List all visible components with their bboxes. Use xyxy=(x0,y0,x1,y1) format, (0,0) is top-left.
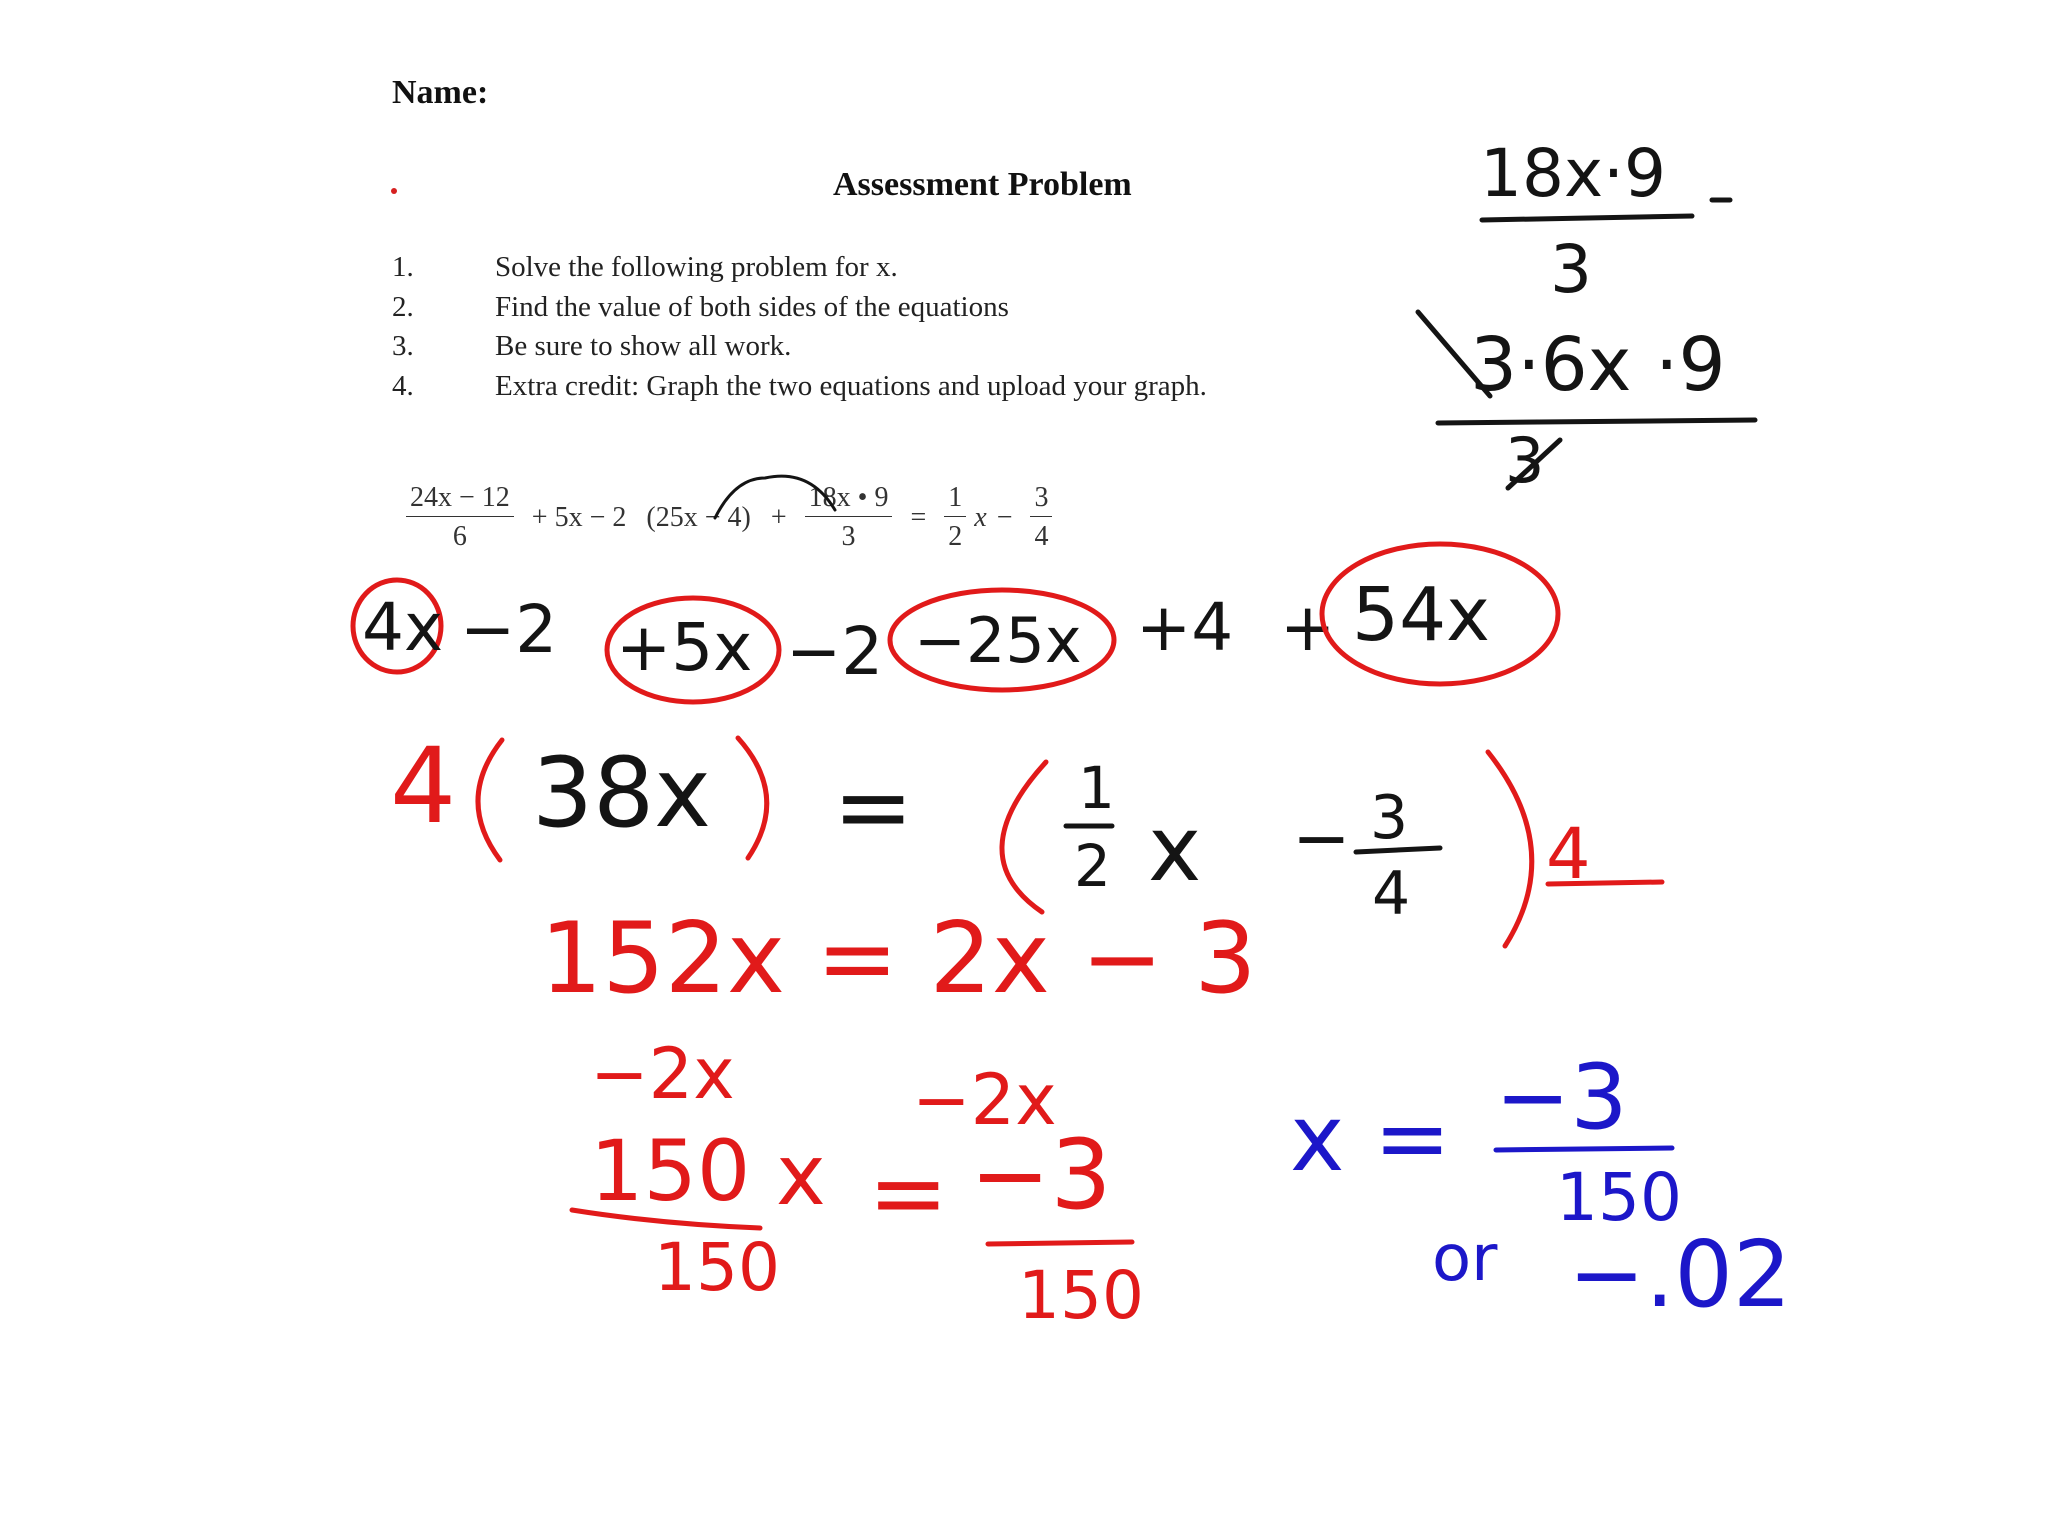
line1-term: −2 xyxy=(786,613,884,690)
side-work-mid-denominator: 3 xyxy=(1505,424,1545,497)
line5-numerator-right: −3 xyxy=(970,1119,1112,1231)
line4-right: −2x xyxy=(912,1059,1057,1141)
instruction-text: Find the value of both sides of the equations xyxy=(495,290,1009,323)
answer-or: or xyxy=(1432,1222,1498,1296)
fraction-denominator: 2 xyxy=(948,521,963,552)
instruction-text: Extra credit: Graph the two equations and upload your graph. xyxy=(495,369,1207,402)
line2-right-factor-num: 4 xyxy=(1546,813,1591,895)
paren-mark xyxy=(1002,762,1046,912)
line5-denominator-left: 150 xyxy=(654,1229,780,1306)
line5-numerator-left: 150 xyxy=(590,1122,751,1220)
line1-term: −25x xyxy=(914,604,1082,677)
equation-operator: + xyxy=(770,501,787,533)
instruction-number: 2. xyxy=(392,290,414,323)
line2-minus: − xyxy=(1292,797,1351,879)
line2-frac-num: 1 xyxy=(1078,754,1115,822)
paren-mark xyxy=(478,740,502,860)
side-work-top-denominator: 3 xyxy=(1550,231,1592,308)
paren-mark xyxy=(738,738,767,858)
page-title: Assessment Problem xyxy=(833,166,1132,203)
arc-mark xyxy=(715,476,835,518)
fraction-denominator: 6 xyxy=(452,521,467,552)
line3-equation: 152x = 2x − 3 xyxy=(540,902,1257,1016)
equation-operator: − xyxy=(996,501,1013,533)
line2-frac-den: 2 xyxy=(1074,832,1111,900)
line4-left: −2x xyxy=(590,1033,735,1115)
line5-variable: x xyxy=(776,1126,826,1224)
side-work-mid-bar xyxy=(1438,420,1755,423)
line1-term: 54x xyxy=(1352,572,1490,658)
side-work-mid-numerator: 3·6x ·9 xyxy=(1470,322,1726,408)
line2-right-bar xyxy=(1548,882,1662,884)
line1-term: + xyxy=(1280,589,1336,666)
line1-term: 4x xyxy=(362,589,444,666)
instruction-number: 1. xyxy=(392,251,414,283)
instruction-text: Solve the following problem for x. xyxy=(495,251,898,283)
line2-frac-den: 4 xyxy=(1372,859,1411,929)
line1-term: +4 xyxy=(1136,589,1234,666)
side-work-top-numerator: 18x·9 xyxy=(1480,135,1667,212)
instruction-text: Be sure to show all work. xyxy=(495,330,792,362)
line2-left-factor: 4 xyxy=(390,725,457,847)
line2-frac-bar xyxy=(1356,848,1440,852)
fraction-numerator: 24x − 12 xyxy=(406,482,514,517)
line5-equals: = xyxy=(868,1137,949,1249)
line1-term: −2 xyxy=(460,591,558,668)
answer-lhs: x = xyxy=(1290,1085,1451,1192)
line2-left-inner: 38x xyxy=(532,737,711,849)
answer-fraction-bar xyxy=(1496,1148,1672,1150)
line5-denominator-right: 150 xyxy=(1018,1257,1144,1334)
line1-term: +5x xyxy=(616,609,753,686)
fraction-numerator: 1 xyxy=(944,482,966,517)
fraction-denominator: 3 xyxy=(841,521,856,552)
equation-variable: x xyxy=(974,501,987,533)
answer-numerator: −3 xyxy=(1495,1045,1628,1150)
instruction-number: 3. xyxy=(392,330,414,362)
equation-term: + 5x − 2 xyxy=(531,501,627,533)
fraction-numerator: 3 xyxy=(1030,482,1052,517)
answer-decimal: −.02 xyxy=(1568,1221,1792,1328)
answer-denominator: 150 xyxy=(1556,1159,1682,1236)
line2-variable: x xyxy=(1148,797,1202,902)
side-work-top-bar xyxy=(1482,216,1692,220)
fraction-numerator: 18x • 9 xyxy=(805,482,893,517)
line2-equals: = xyxy=(833,751,914,863)
fraction-denominator: 4 xyxy=(1034,521,1049,552)
name-label: Name: xyxy=(392,74,489,111)
line5-bar-right xyxy=(988,1242,1132,1244)
equation-term: (25x − 4) xyxy=(646,501,751,533)
paren-mark xyxy=(1488,752,1532,946)
line2-frac-num: 3 xyxy=(1370,783,1409,853)
equation-operator: = xyxy=(910,501,927,533)
instruction-number: 4. xyxy=(392,369,414,402)
